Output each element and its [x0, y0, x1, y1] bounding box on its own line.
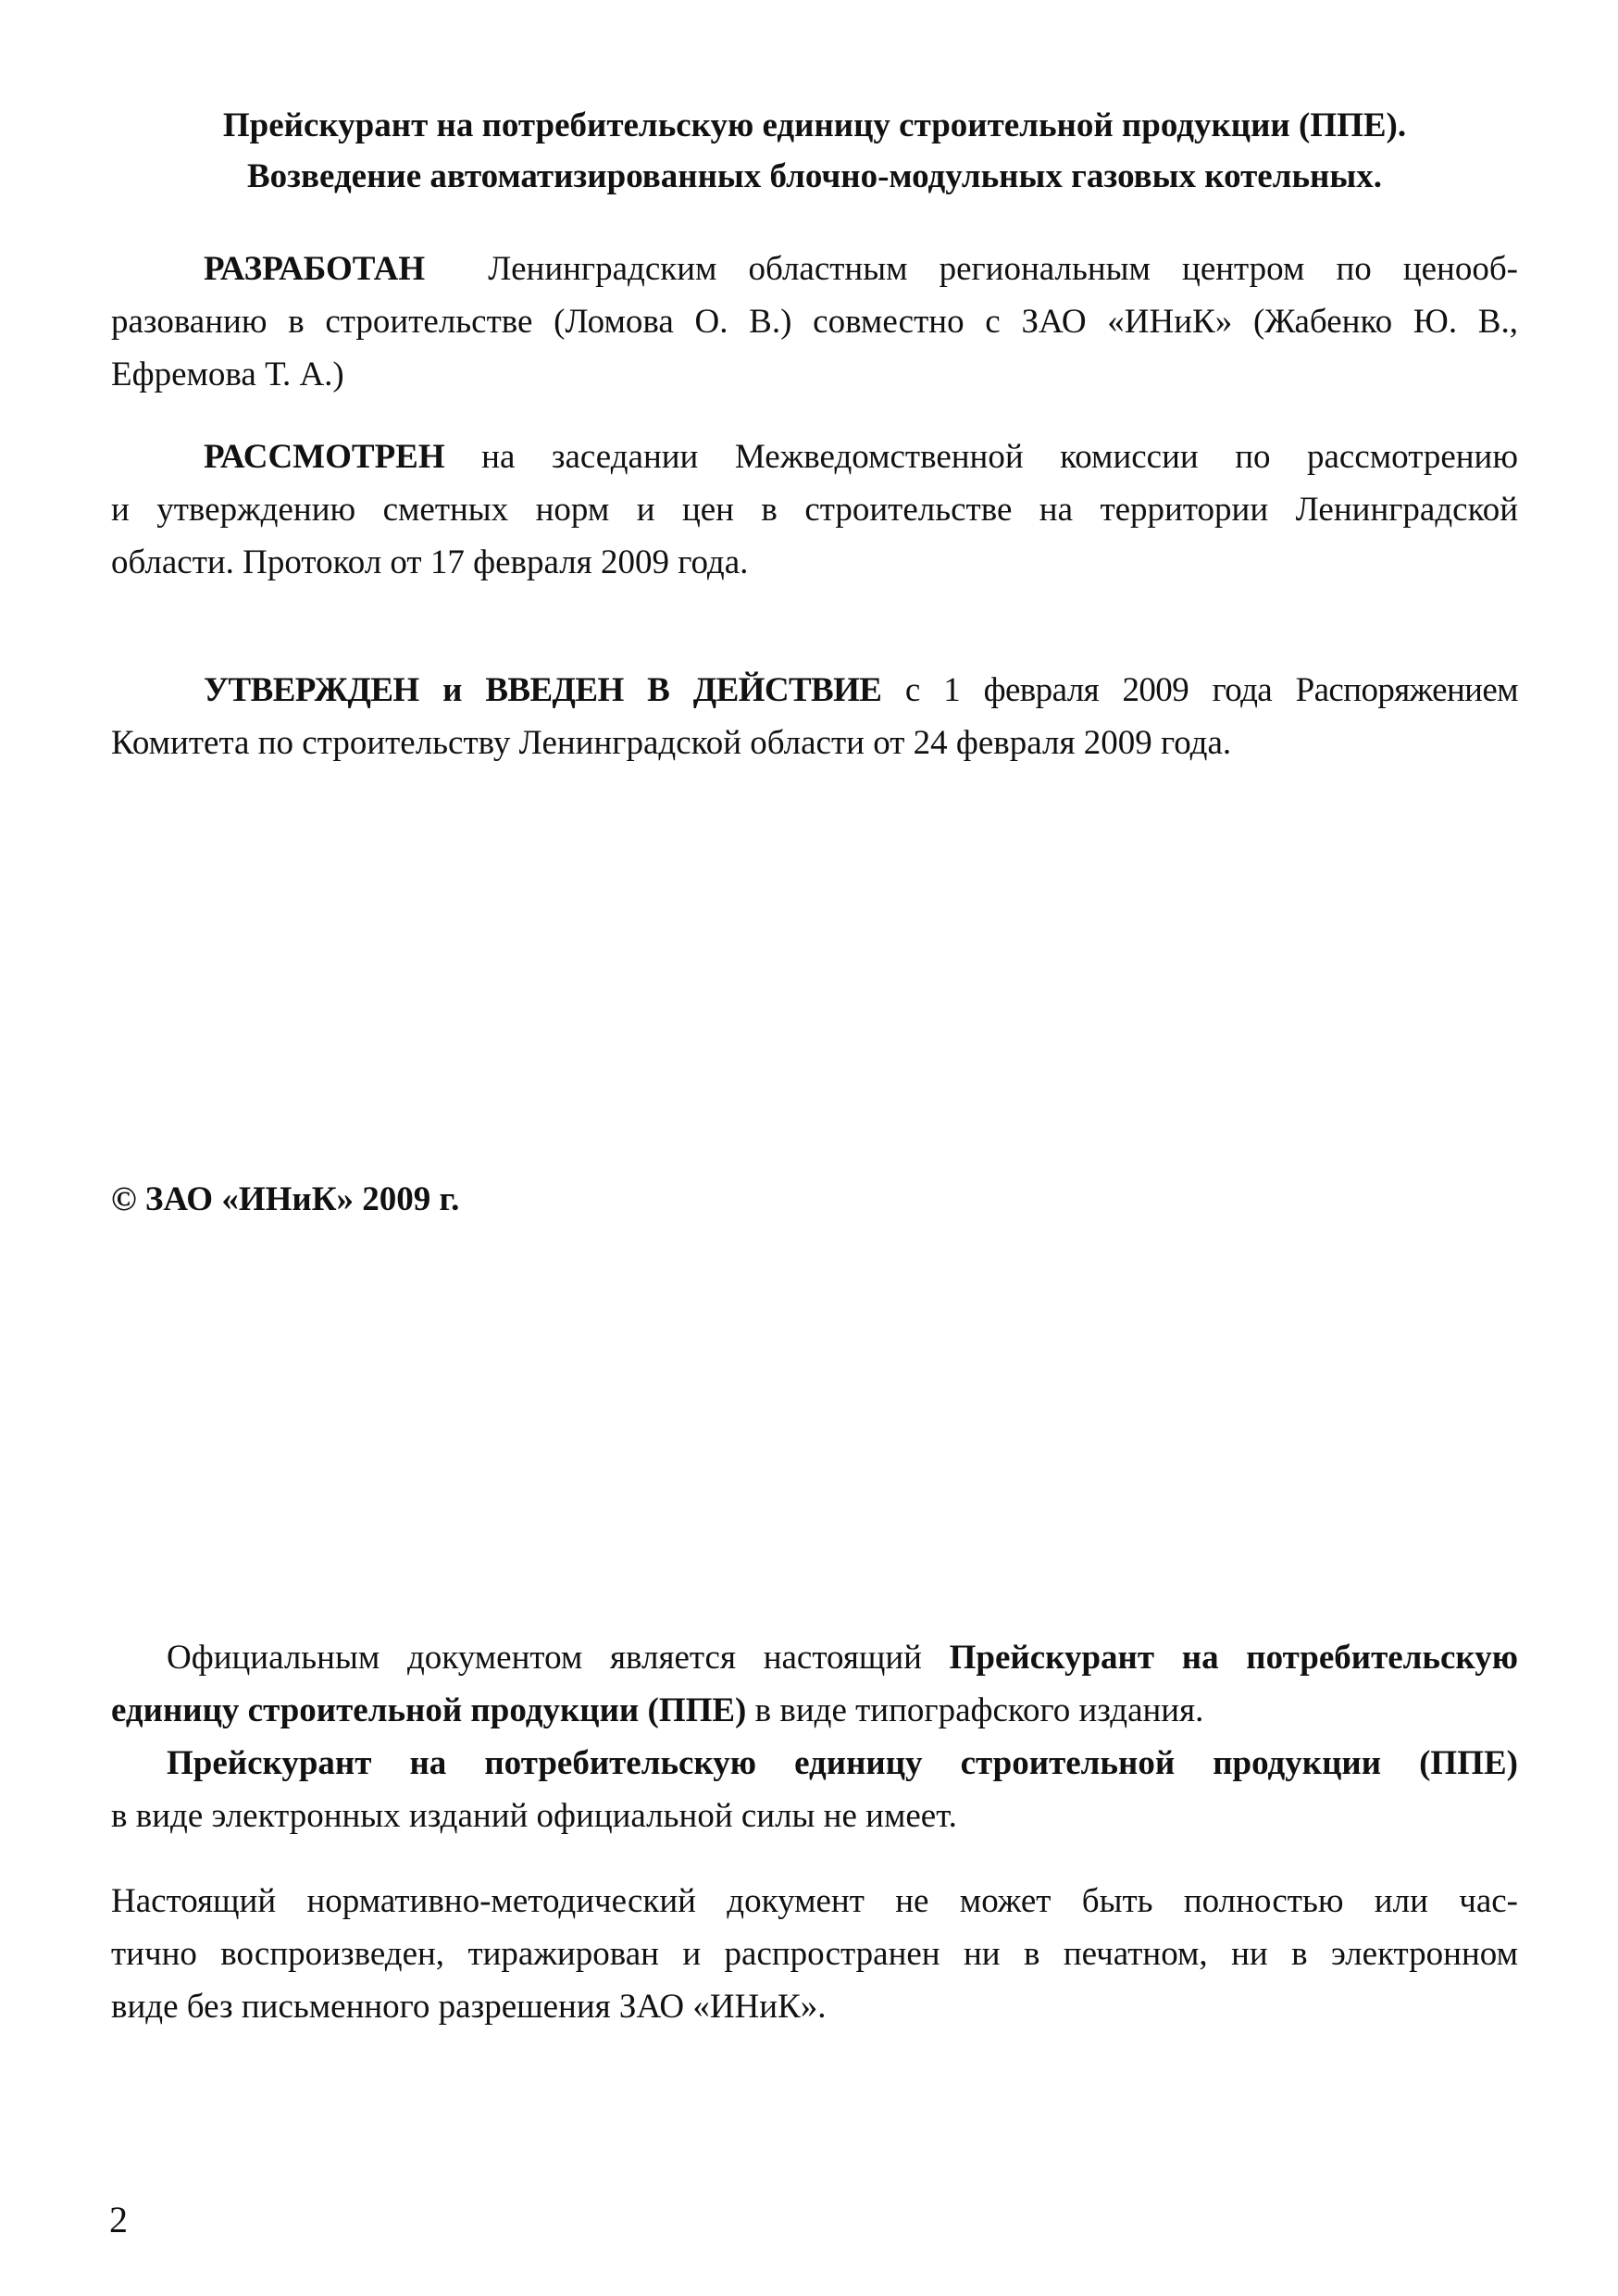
reproduction-notice	[111, 1875, 1518, 2033]
official-text-end: в виде типографского издания.	[754, 1691, 1204, 1729]
approved-label-and: и	[442, 671, 462, 709]
page-number: 2	[109, 2199, 128, 2240]
reviewed-line-2: и утверждению сметных норм и цен в строительстве на территории Ленинградской	[111, 491, 1518, 529]
approved-line-1	[111, 664, 1518, 717]
official-p2-bold: Прейскурант на потребительскую единицу строительной продукции (ППЕ)	[167, 1744, 1518, 1782]
reviewed-label: РАССМОТРЕН	[204, 438, 445, 476]
approved-label-2: ВВЕДЕН В ДЕЙСТВИЕ	[485, 671, 882, 709]
official-bold-a: Прейскурант на потребительскую	[949, 1639, 1518, 1677]
official-line-2	[111, 1684, 1518, 1737]
official-bold-b: единицу строительной продукции (ППЕ)	[111, 1691, 747, 1729]
reproduction-line-3: виде без письменного разрешения ЗАО «ИНиК».	[111, 1988, 827, 2026]
reviewed-line-1	[111, 430, 1518, 483]
reviewed-line-1-text: на заседании Межведомственной комиссии по рассмотрению	[481, 438, 1518, 476]
developed-line-3: Ефремова Т. А.)	[111, 356, 344, 393]
developed-line-1	[111, 243, 1518, 295]
copyright-notice: © ЗАО «ИНиК» 2009 г.	[111, 1180, 460, 1218]
reviewed-paragraph	[111, 430, 1518, 589]
approved-label-1: УТВЕРЖДЕН	[204, 671, 419, 709]
developed-line-2: разованию в строительстве (Ломова О. В.) совместно с ЗАО «ИНиК» (Жабенко Ю. В.,	[111, 303, 1518, 341]
developed-paragraph	[111, 243, 1518, 401]
approved-paragraph	[111, 664, 1518, 769]
reviewed-line-3: области. Протокол от 17 февраля 2009 года.	[111, 543, 749, 581]
title-line-1: Прейскурант на потребительскую единицу строительной продукции (ППЕ).	[222, 106, 1407, 144]
reproduction-line-2: тично воспроизведен, тиражирован и распространен ни в печатном, ни в электронном	[111, 1935, 1518, 1973]
official-line-1	[111, 1631, 1518, 1684]
developed-label: РАЗРАБОТАН	[204, 250, 426, 288]
approved-line-1-text: с 1 февраля 2009 года Распоряжением	[904, 671, 1518, 709]
official-line-4: в виде электронных изданий официальной силы не имеет.	[111, 1797, 957, 1835]
title-line-2: Возведение автоматизированных блочно-модульных газовых котельных.	[246, 157, 1383, 195]
official-text-start: Официальным документом является настоящий	[167, 1639, 922, 1677]
approved-line-2: Комитета по строительству Ленинградской области от 24 февраля 2009 года.	[111, 724, 1232, 762]
official-notice	[111, 1631, 1518, 1842]
reproduction-line-1: Настоящий нормативно-методический документ не может быть полностью или час-	[111, 1882, 1518, 1920]
official-line-3	[111, 1737, 1518, 1790]
document-title	[111, 100, 1518, 202]
developed-line-1-text: Ленинградским областным региональным центром по ценооб-	[488, 250, 1518, 288]
